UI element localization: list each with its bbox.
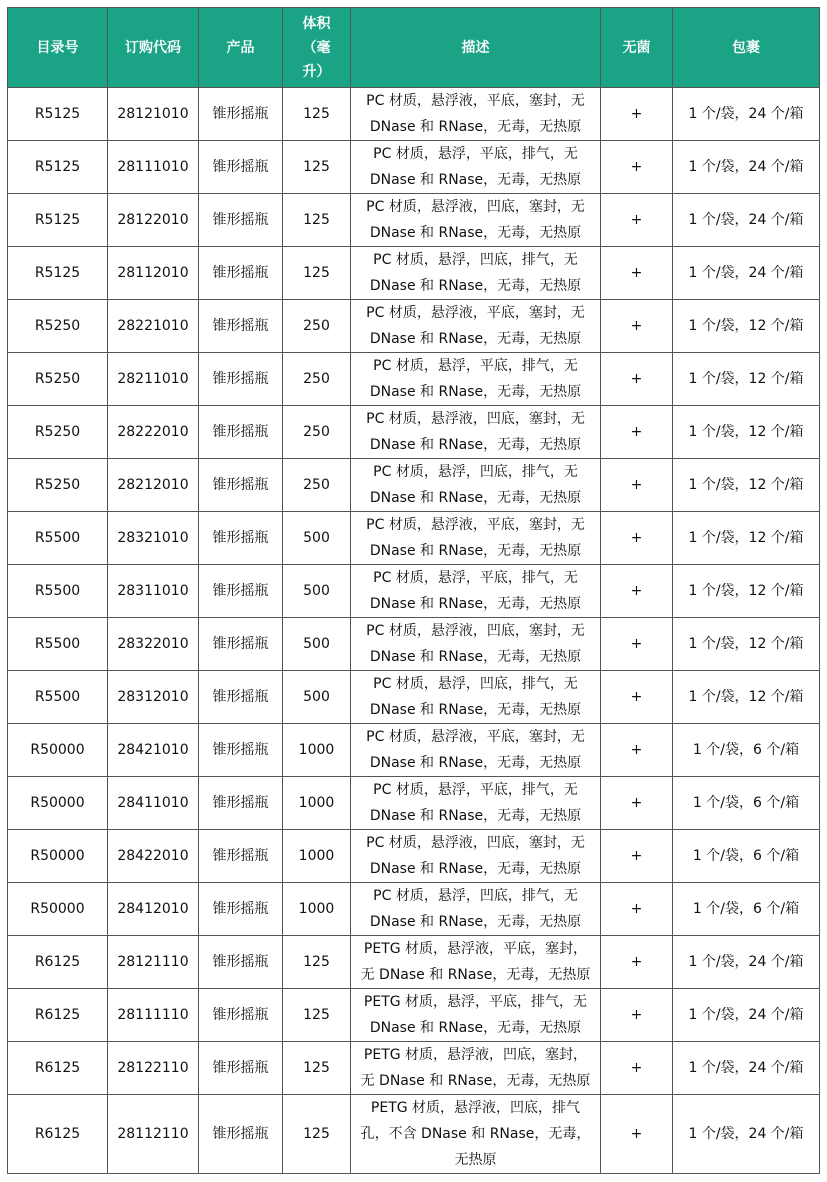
cell-volume: 1000 <box>283 724 351 777</box>
cell-packaging: 1 个/袋，24 个/箱 <box>673 88 820 141</box>
cell-order-code: 28421010 <box>108 724 199 777</box>
table-row <box>8 247 820 300</box>
cell-sterile: + <box>601 724 673 777</box>
cell-sterile: + <box>601 989 673 1042</box>
cell-order-code: 28311010 <box>108 565 199 618</box>
header-catalog-no: 目录号 <box>8 8 108 88</box>
cell-description: PC 材质，悬浮液，凹底，塞封，无 DNase 和 RNase，无毒，无热原 <box>351 406 601 459</box>
cell-catalog-no: R50000 <box>8 830 108 883</box>
cell-catalog-no: R50000 <box>8 724 108 777</box>
cell-product: 锥形摇瓶 <box>199 141 283 194</box>
cell-volume: 1000 <box>283 883 351 936</box>
table-row <box>8 406 820 459</box>
table-row <box>8 830 820 883</box>
cell-description: PC 材质，悬浮液，平底，塞封，无 DNase 和 RNase，无毒，无热原 <box>351 300 601 353</box>
cell-description: PC 材质，悬浮液，凹底，塞封，无 DNase 和 RNase，无毒，无热原 <box>351 830 601 883</box>
cell-packaging: 1 个/袋，24 个/箱 <box>673 194 820 247</box>
cell-volume: 125 <box>283 194 351 247</box>
cell-catalog-no: R5500 <box>8 512 108 565</box>
cell-volume: 250 <box>283 300 351 353</box>
cell-product: 锥形摇瓶 <box>199 565 283 618</box>
table-row <box>8 936 820 989</box>
cell-description: PC 材质，悬浮，平底，排气，无 DNase 和 RNase，无毒，无热原 <box>351 565 601 618</box>
cell-sterile: + <box>601 406 673 459</box>
cell-catalog-no: R5125 <box>8 247 108 300</box>
table-row <box>8 883 820 936</box>
cell-description: PC 材质，悬浮，平底，排气，无 DNase 和 RNase，无毒，无热原 <box>351 141 601 194</box>
cell-product: 锥形摇瓶 <box>199 353 283 406</box>
cell-product: 锥形摇瓶 <box>199 830 283 883</box>
cell-description: PC 材质，悬浮，平底，排气，无 DNase 和 RNase，无毒，无热原 <box>351 777 601 830</box>
table-row <box>8 565 820 618</box>
cell-order-code: 28111010 <box>108 141 199 194</box>
cell-packaging: 1 个/袋，6 个/箱 <box>673 830 820 883</box>
cell-sterile: + <box>601 618 673 671</box>
cell-description: PC 材质，悬浮液，凹底，塞封，无 DNase 和 RNase，无毒，无热原 <box>351 194 601 247</box>
cell-order-code: 28212010 <box>108 459 199 512</box>
cell-product: 锥形摇瓶 <box>199 989 283 1042</box>
table-row <box>8 989 820 1042</box>
cell-description: PC 材质，悬浮，凹底，排气，无 DNase 和 RNase，无毒，无热原 <box>351 247 601 300</box>
table-row <box>8 671 820 724</box>
cell-catalog-no: R5125 <box>8 141 108 194</box>
cell-description: PETG 材质，悬浮液，凹底，塞封，无 DNase 和 RNase，无毒，无热原 <box>351 1042 601 1095</box>
table-row <box>8 141 820 194</box>
cell-packaging: 1 个/袋，24 个/箱 <box>673 989 820 1042</box>
cell-sterile: + <box>601 1095 673 1174</box>
header-packaging: 包裹 <box>673 8 820 88</box>
cell-description: PETG 材质，悬浮液，凹底，排气孔，不含 DNase 和 RNase，无毒，无热原 <box>351 1095 601 1174</box>
cell-product: 锥形摇瓶 <box>199 618 283 671</box>
cell-packaging: 1 个/袋，12 个/箱 <box>673 671 820 724</box>
cell-sterile: + <box>601 512 673 565</box>
cell-sterile: + <box>601 459 673 512</box>
cell-catalog-no: R6125 <box>8 936 108 989</box>
cell-order-code: 28111110 <box>108 989 199 1042</box>
cell-order-code: 28411010 <box>108 777 199 830</box>
cell-sterile: + <box>601 300 673 353</box>
cell-catalog-no: R5250 <box>8 353 108 406</box>
cell-packaging: 1 个/袋，12 个/箱 <box>673 406 820 459</box>
cell-description: PC 材质，悬浮，平底，排气，无 DNase 和 RNase，无毒，无热原 <box>351 353 601 406</box>
cell-order-code: 28121010 <box>108 88 199 141</box>
cell-description: PC 材质，悬浮液，平底，塞封，无 DNase 和 RNase，无毒，无热原 <box>351 88 601 141</box>
cell-product: 锥形摇瓶 <box>199 936 283 989</box>
cell-order-code: 28121110 <box>108 936 199 989</box>
cell-volume: 500 <box>283 671 351 724</box>
cell-catalog-no: R5250 <box>8 300 108 353</box>
cell-packaging: 1 个/袋，12 个/箱 <box>673 353 820 406</box>
cell-product: 锥形摇瓶 <box>199 459 283 512</box>
cell-order-code: 28322010 <box>108 618 199 671</box>
cell-packaging: 1 个/袋，6 个/箱 <box>673 777 820 830</box>
cell-sterile: + <box>601 1042 673 1095</box>
header-order-code: 订购代码 <box>108 8 199 88</box>
cell-catalog-no: R6125 <box>8 1042 108 1095</box>
cell-description: PC 材质，悬浮，凹底，排气，无 DNase 和 RNase，无毒，无热原 <box>351 459 601 512</box>
table-row <box>8 88 820 141</box>
cell-volume: 125 <box>283 989 351 1042</box>
table-row <box>8 512 820 565</box>
cell-volume: 500 <box>283 618 351 671</box>
cell-order-code: 28412010 <box>108 883 199 936</box>
table-row <box>8 459 820 512</box>
cell-sterile: + <box>601 194 673 247</box>
cell-volume: 250 <box>283 406 351 459</box>
table-row <box>8 1042 820 1095</box>
cell-sterile: + <box>601 353 673 406</box>
cell-sterile: + <box>601 671 673 724</box>
cell-description: PC 材质，悬浮液，平底，塞封，无 DNase 和 RNase，无毒，无热原 <box>351 724 601 777</box>
cell-sterile: + <box>601 565 673 618</box>
cell-packaging: 1 个/袋，12 个/箱 <box>673 618 820 671</box>
cell-catalog-no: R5125 <box>8 88 108 141</box>
cell-product: 锥形摇瓶 <box>199 671 283 724</box>
cell-packaging: 1 个/袋，24 个/箱 <box>673 1042 820 1095</box>
cell-product: 锥形摇瓶 <box>199 724 283 777</box>
header-row <box>8 8 820 88</box>
cell-packaging: 1 个/袋，12 个/箱 <box>673 512 820 565</box>
cell-catalog-no: R5500 <box>8 618 108 671</box>
cell-volume: 500 <box>283 512 351 565</box>
cell-catalog-no: R50000 <box>8 883 108 936</box>
product-table <box>7 7 820 1174</box>
header-sterile: 无菌 <box>601 8 673 88</box>
cell-order-code: 28122110 <box>108 1042 199 1095</box>
cell-product: 锥形摇瓶 <box>199 406 283 459</box>
cell-packaging: 1 个/袋，24 个/箱 <box>673 247 820 300</box>
table-row <box>8 618 820 671</box>
cell-product: 锥形摇瓶 <box>199 777 283 830</box>
cell-sterile: + <box>601 936 673 989</box>
table-row <box>8 300 820 353</box>
cell-product: 锥形摇瓶 <box>199 1042 283 1095</box>
cell-catalog-no: R50000 <box>8 777 108 830</box>
cell-order-code: 28122010 <box>108 194 199 247</box>
cell-packaging: 1 个/袋，24 个/箱 <box>673 936 820 989</box>
cell-catalog-no: R5250 <box>8 406 108 459</box>
table-row <box>8 353 820 406</box>
cell-volume: 125 <box>283 936 351 989</box>
table-row <box>8 724 820 777</box>
cell-catalog-no: R6125 <box>8 989 108 1042</box>
cell-description: PETG 材质，悬浮，平底，排气，无 DNase 和 RNase，无毒，无热原 <box>351 989 601 1042</box>
cell-packaging: 1 个/袋，12 个/箱 <box>673 565 820 618</box>
table-row <box>8 1095 820 1174</box>
cell-packaging: 1 个/袋，24 个/箱 <box>673 141 820 194</box>
cell-order-code: 28321010 <box>108 512 199 565</box>
cell-product: 锥形摇瓶 <box>199 194 283 247</box>
cell-volume: 125 <box>283 1095 351 1174</box>
cell-volume: 250 <box>283 353 351 406</box>
cell-product: 锥形摇瓶 <box>199 512 283 565</box>
cell-volume: 250 <box>283 459 351 512</box>
cell-order-code: 28222010 <box>108 406 199 459</box>
cell-packaging: 1 个/袋，12 个/箱 <box>673 300 820 353</box>
cell-description: PC 材质，悬浮液，平底，塞封，无 DNase 和 RNase，无毒，无热原 <box>351 512 601 565</box>
header-description: 描述 <box>351 8 601 88</box>
cell-product: 锥形摇瓶 <box>199 883 283 936</box>
cell-sterile: + <box>601 247 673 300</box>
table-row <box>8 194 820 247</box>
product-table-container <box>7 7 820 1174</box>
cell-order-code: 28221010 <box>108 300 199 353</box>
cell-order-code: 28112110 <box>108 1095 199 1174</box>
cell-volume: 125 <box>283 247 351 300</box>
cell-order-code: 28422010 <box>108 830 199 883</box>
cell-order-code: 28211010 <box>108 353 199 406</box>
table-row <box>8 777 820 830</box>
cell-sterile: + <box>601 777 673 830</box>
cell-description: PC 材质，悬浮，凹底，排气，无 DNase 和 RNase，无毒，无热原 <box>351 671 601 724</box>
cell-catalog-no: R6125 <box>8 1095 108 1174</box>
cell-description: PETG 材质，悬浮液，平底，塞封，无 DNase 和 RNase，无毒，无热原 <box>351 936 601 989</box>
cell-catalog-no: R5500 <box>8 565 108 618</box>
cell-packaging: 1 个/袋，6 个/箱 <box>673 883 820 936</box>
cell-product: 锥形摇瓶 <box>199 88 283 141</box>
cell-sterile: + <box>601 141 673 194</box>
cell-product: 锥形摇瓶 <box>199 1095 283 1174</box>
header-volume: 体积 （毫 升） <box>283 8 351 88</box>
cell-description: PC 材质，悬浮，凹底，排气，无 DNase 和 RNase，无毒，无热原 <box>351 883 601 936</box>
cell-packaging: 1 个/袋，12 个/箱 <box>673 459 820 512</box>
cell-volume: 125 <box>283 1042 351 1095</box>
cell-catalog-no: R5250 <box>8 459 108 512</box>
cell-product: 锥形摇瓶 <box>199 300 283 353</box>
cell-volume: 125 <box>283 88 351 141</box>
cell-product: 锥形摇瓶 <box>199 247 283 300</box>
cell-sterile: + <box>601 883 673 936</box>
header-product: 产品 <box>199 8 283 88</box>
cell-catalog-no: R5125 <box>8 194 108 247</box>
cell-description: PC 材质，悬浮液，凹底，塞封，无 DNase 和 RNase，无毒，无热原 <box>351 618 601 671</box>
cell-order-code: 28112010 <box>108 247 199 300</box>
cell-order-code: 28312010 <box>108 671 199 724</box>
cell-packaging: 1 个/袋，24 个/箱 <box>673 1095 820 1174</box>
cell-catalog-no: R5500 <box>8 671 108 724</box>
cell-sterile: + <box>601 88 673 141</box>
cell-sterile: + <box>601 830 673 883</box>
cell-volume: 125 <box>283 141 351 194</box>
cell-volume: 500 <box>283 565 351 618</box>
cell-packaging: 1 个/袋，6 个/箱 <box>673 724 820 777</box>
cell-volume: 1000 <box>283 777 351 830</box>
cell-volume: 1000 <box>283 830 351 883</box>
